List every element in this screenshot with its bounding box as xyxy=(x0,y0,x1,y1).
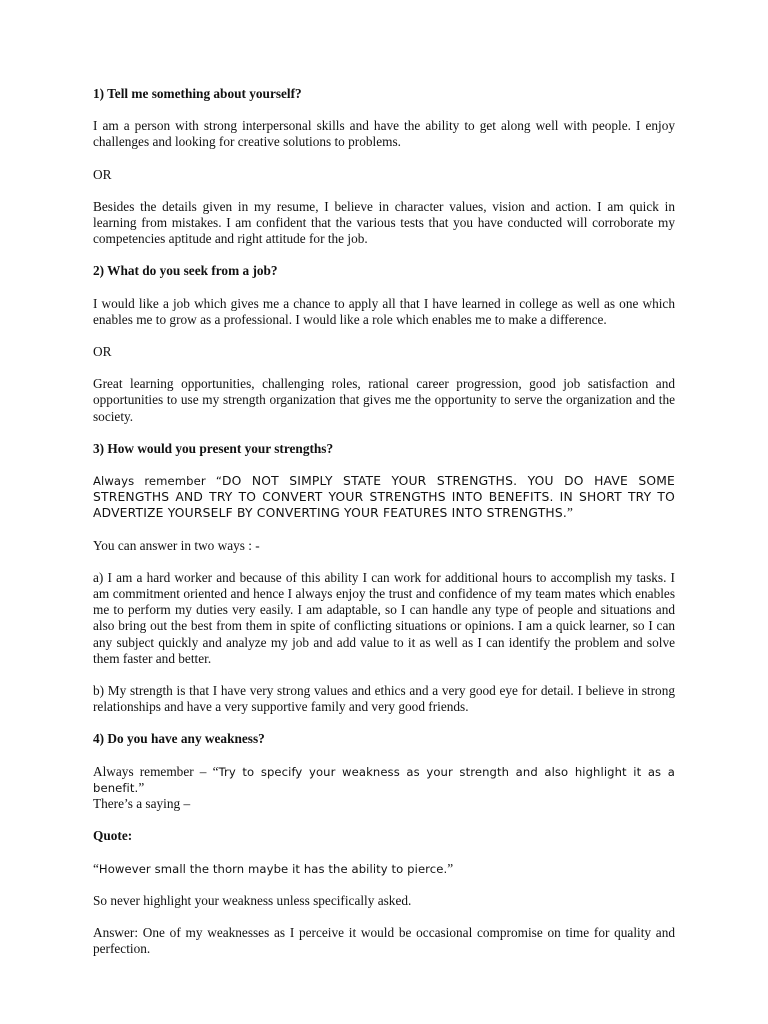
question-1-answer-2: Besides the details given in my resume, I believe in character values, vision and action. I am quick in learning from mistakes. I am confident that the various tests that you have conducted will corroborate my competencies aptitude and right attitude for the job. xyxy=(93,198,675,247)
question-4-remember-prefix: Always remember – “ xyxy=(93,763,219,779)
question-4-remember xyxy=(93,764,675,813)
document-page xyxy=(93,86,675,973)
question-4-heading: 4) Do you have any weakness? xyxy=(93,731,265,747)
question-2-or: OR xyxy=(93,344,112,360)
question-3-intro: You can answer in two ways : - xyxy=(93,537,260,553)
question-2-heading: 2) What do you seek from a job? xyxy=(93,263,278,279)
question-3-remember-suffix: ” xyxy=(567,505,573,521)
question-3-remember-prefix: Always remember “ xyxy=(93,474,222,489)
question-3-answer-b: b) My strength is that I have very strong values and ethics and a very good eye for detail. I believe in strong relationships and have a very supportive family and very good friends. xyxy=(93,683,675,715)
question-1-or: OR xyxy=(93,166,112,182)
quote-open-mark: “ xyxy=(93,860,99,876)
quote-text: However small the thorn maybe it has the ability to pierce. xyxy=(98,861,448,876)
question-3-answer-a: a) I am a hard worker and because of this ability I can work for additional hours to accomplish my tasks. I am commitment oriented and hence I always enjoy the trust and confidence of my team mates which enables me to perform my duties very easily. I am adaptable, so I can handle any type of people and situations and also bring out the best from them in spite of conflicting situations or opinions. I am a quick learner, so I can any subject quickly and analyze my job and add value to it as well as I can identify the problem and solve them faster and better. xyxy=(93,569,675,666)
question-3-remember-text: DO NOT SIMPLY STATE YOUR STRENGTHS. YOU DO HAVE SOME STRENGTHS AND TRY TO CONVERT YOUR STRENGTHS INTO BENEFITS. IN SHORT TRY TO ADVERTIZE YOURSELF BY CONVERTING YOUR FEATURES INTO STRENGTHS. xyxy=(93,474,675,521)
question-4-remember-suffix: ” xyxy=(138,779,145,795)
quote-line xyxy=(93,861,675,877)
question-3-remember xyxy=(93,473,675,522)
question-1-heading: 1) Tell me something about yourself? xyxy=(93,86,302,101)
question-2-answer-2: Great learning opportunities, challenging roles, rational career progression, good job satisfaction and opportunities to use my strength organization that gives me the opportunity to serve the organization and the society. xyxy=(93,376,675,424)
question-3-heading: 3) How would you present your strengths? xyxy=(93,440,334,456)
question-4-advice: So never highlight your weakness unless specifically asked. xyxy=(93,892,412,908)
question-4-answer: Answer: One of my weaknesses as I perceive it would be occasional compromise on time for quality and perfection. xyxy=(93,924,675,957)
question-4-saying: There’s a saying – xyxy=(93,796,191,812)
question-1-answer-1: I am a person with strong interpersonal skills and have the ability to get along well with people. I enjoy challenges and looking for creative solutions to problems. xyxy=(93,118,675,150)
quote-close-mark: ” xyxy=(447,860,454,876)
question-2-answer-1: I would like a job which gives me a chance to apply all that I have learned in college as well as one which enables me to grow as a professional. I would like a role which enables me to make a difference. xyxy=(93,295,675,327)
question-4-remember-text: Try to specify your weakness as your strength and also highlight it as a benefit. xyxy=(93,764,675,795)
quote-label: Quote: xyxy=(93,828,133,844)
